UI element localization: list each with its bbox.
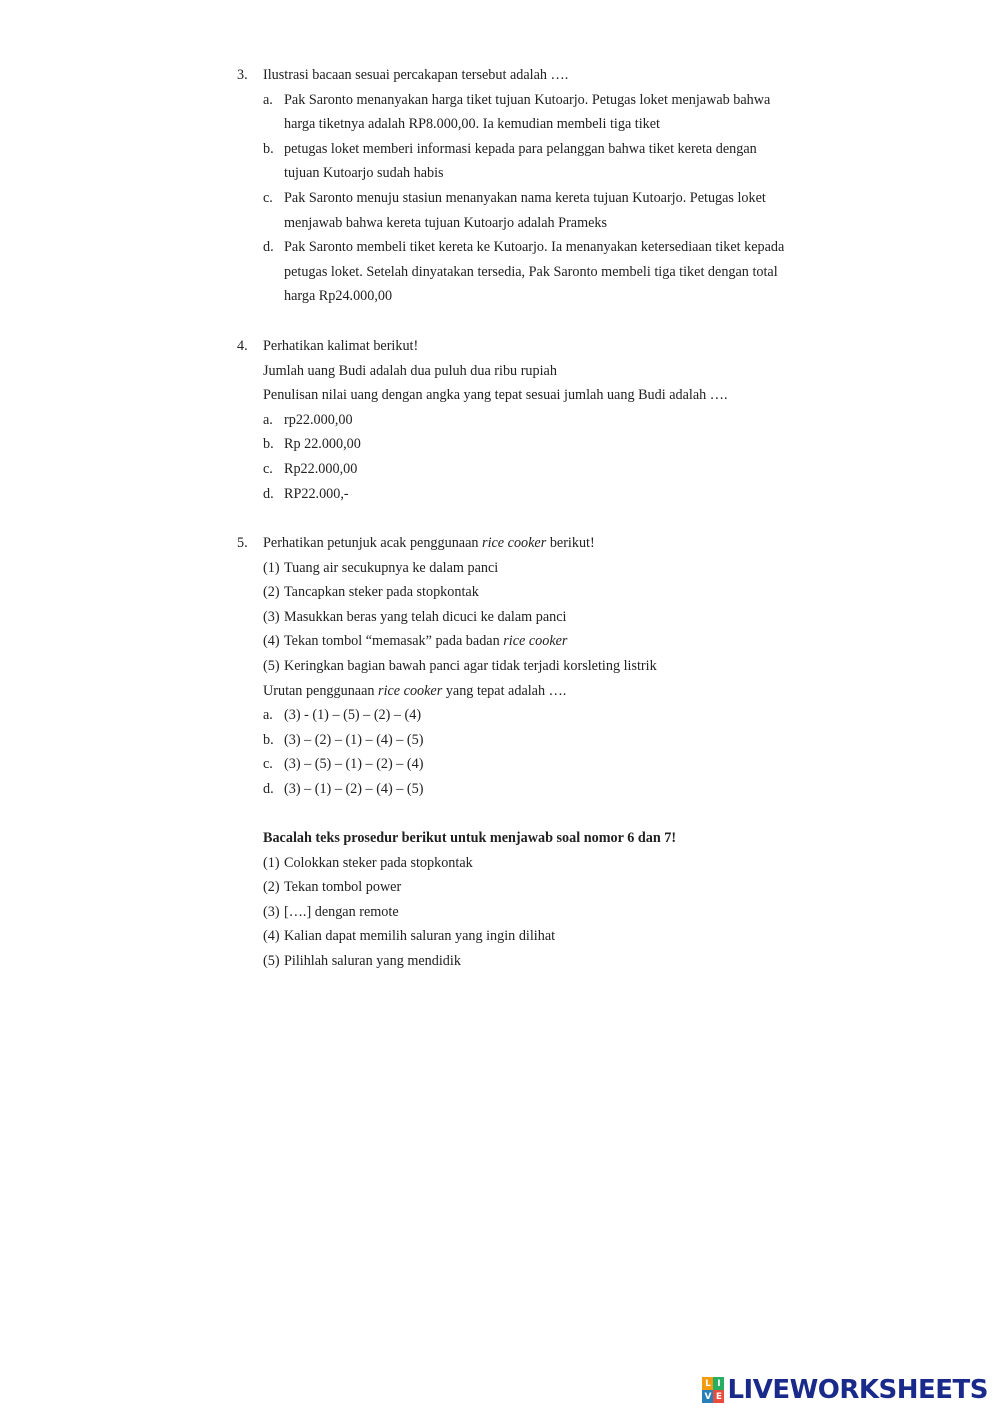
step-number: (2) bbox=[263, 879, 280, 896]
live-logo-icon: L I V E bbox=[702, 1377, 724, 1403]
option-b-line: tujuan Kutoarjo sudah habis bbox=[284, 165, 444, 182]
step-number: (3) bbox=[263, 608, 280, 625]
step-number: (4) bbox=[263, 633, 280, 650]
question-5 bbox=[237, 531, 797, 802]
option-b-text[interactable]: (3) – (2) – (1) – (4) – (5) bbox=[284, 731, 424, 748]
option-letter-b: b. bbox=[263, 140, 274, 157]
option-letter-c: c. bbox=[263, 460, 273, 477]
option-c-line: menjawab bahwa kereta tujuan Kutoarjo adalah Prameks bbox=[284, 214, 608, 231]
option-letter-b: b. bbox=[263, 436, 274, 453]
option-letter-a: a. bbox=[263, 91, 273, 108]
question-3 bbox=[237, 63, 797, 309]
reading-section bbox=[237, 826, 797, 974]
option-a-line: Pak Saronto menanyakan harga tiket tujuan Kutoarjo. Petugas loket menjawab bahwa bbox=[284, 91, 771, 108]
option-c-text[interactable]: Rp22.000,00 bbox=[284, 460, 358, 477]
option-letter-c: c. bbox=[263, 189, 273, 206]
question-number: 3. bbox=[237, 67, 248, 83]
step-number: (5) bbox=[263, 952, 280, 969]
question-text: Ilustrasi bacaan sesuai percakapan tersebut adalah …. bbox=[263, 67, 569, 83]
option-letter-b: b. bbox=[263, 731, 274, 748]
option-letter-a: a. bbox=[263, 707, 273, 724]
step-text: Keringkan bagian bawah panci agar tidak terjadi korsleting listrik bbox=[284, 657, 657, 674]
step-text: Pilihlah saluran yang mendidik bbox=[284, 952, 461, 969]
option-d-text[interactable]: (3) – (1) – (2) – (4) – (5) bbox=[284, 780, 424, 797]
option-letter-c: c. bbox=[263, 756, 273, 773]
option-d-line: petugas loket. Setelah dinyatakan tersedia, Pak Saronto membeli tiga tiket dengan total bbox=[284, 263, 778, 280]
step-text: Tekan tombol power bbox=[284, 879, 402, 896]
step-number: (5) bbox=[263, 657, 280, 674]
step-text: [….] dengan remote bbox=[284, 903, 399, 920]
option-letter-d: d. bbox=[263, 239, 274, 256]
option-d-line: Pak Saronto membeli tiket kereta ke Kutoarjo. Ia menanyakan ketersediaan tiket kepada bbox=[284, 239, 785, 256]
option-a-text[interactable]: (3) - (1) – (5) – (2) – (4) bbox=[284, 707, 422, 724]
step-number: (3) bbox=[263, 903, 280, 920]
step-text: Tancapkan steker pada stopkontak bbox=[284, 584, 479, 601]
question-number: 4. bbox=[237, 338, 248, 354]
step-text: Colokkan steker pada stopkontak bbox=[284, 854, 473, 871]
question-number: 5. bbox=[237, 535, 248, 551]
option-letter-d: d. bbox=[263, 780, 274, 797]
option-b-line: petugas loket memberi informasi kepada para pelanggan bahwa tiket kereta dengan bbox=[284, 140, 757, 157]
option-a-line: harga tiketnya adalah RP8.000,00. Ia kemudian membeli tiga tiket bbox=[284, 116, 661, 133]
step-text: Tuang air secukupnya ke dalam panci bbox=[284, 559, 499, 576]
option-d-line: harga Rp24.000,00 bbox=[284, 288, 393, 305]
logo-text: LIVEWORKSHEETS bbox=[727, 1375, 988, 1405]
liveworksheets-logo[interactable] bbox=[702, 1374, 988, 1406]
question-prompt: Penulisan nilai uang dengan angka yang tepat sesuai jumlah uang Budi adalah …. bbox=[263, 387, 728, 404]
question-4 bbox=[237, 334, 797, 506]
option-c-text[interactable]: (3) – (5) – (1) – (2) – (4) bbox=[284, 756, 424, 773]
section-heading: Bacalah teks prosedur berikut untuk menjawab soal nomor 6 dan 7! bbox=[263, 830, 677, 846]
question-prompt: Urutan penggunaan rice cooker yang tepat adalah …. bbox=[263, 682, 567, 699]
option-a-text[interactable]: rp22.000,00 bbox=[284, 411, 353, 428]
question-sentence: Jumlah uang Budi adalah dua puluh dua ribu rupiah bbox=[263, 362, 557, 379]
step-text: Kalian dapat memilih saluran yang ingin dilihat bbox=[284, 928, 556, 945]
step-number: (2) bbox=[263, 584, 280, 601]
step-text: Masukkan beras yang telah dicuci ke dalam panci bbox=[284, 608, 567, 625]
option-b-text[interactable]: Rp 22.000,00 bbox=[284, 436, 361, 453]
option-letter-d: d. bbox=[263, 485, 274, 502]
step-number: (4) bbox=[263, 928, 280, 945]
question-text: Perhatikan petunjuk acak penggunaan rice cooker berikut! bbox=[263, 535, 595, 551]
option-c-line: Pak Saronto menuju stasiun menanyakan nama kereta tujuan Kutoarjo. Petugas loket bbox=[284, 189, 766, 206]
step-number: (1) bbox=[263, 854, 280, 871]
question-text: Perhatikan kalimat berikut! bbox=[263, 338, 419, 354]
option-letter-a: a. bbox=[263, 411, 273, 428]
option-d-text[interactable]: RP22.000,- bbox=[284, 485, 349, 502]
step-text: Tekan tombol “memasak” pada badan rice cooker bbox=[284, 633, 568, 650]
step-number: (1) bbox=[263, 559, 280, 576]
